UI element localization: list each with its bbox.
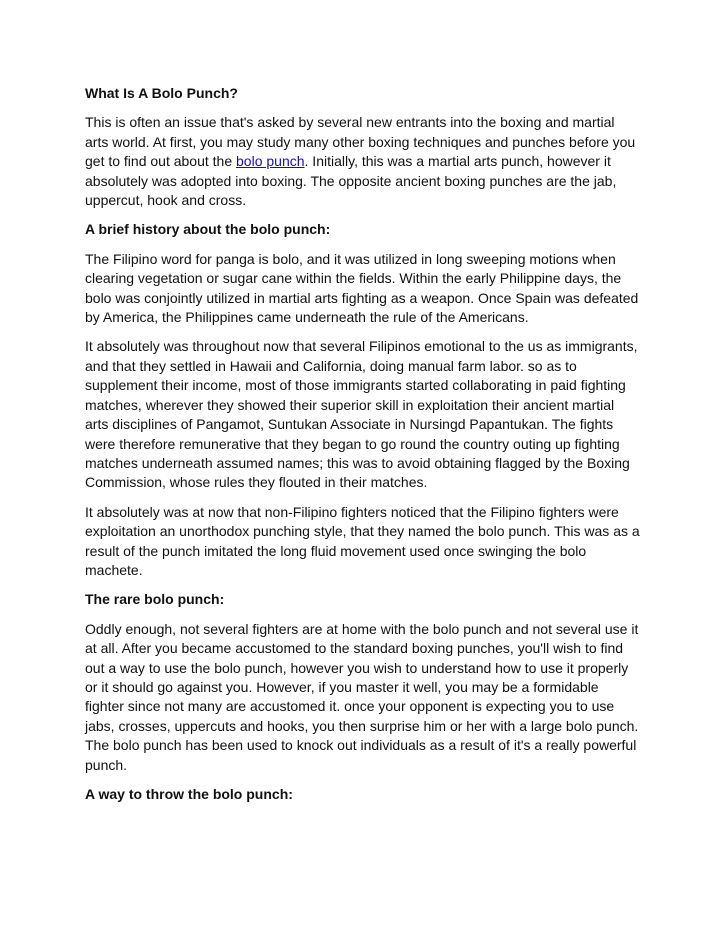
intro-text-after-link: . Initially, this was a martial arts punch, however it absolutely was adopted into boxing. The opposite ancient boxing punches are the jab, uppercut, hook and cross.: [85, 153, 617, 209]
section-heading-rare: The rare bolo punch:: [85, 591, 225, 608]
section-heading-history: A brief history about the bolo punch:: [85, 221, 331, 238]
history-paragraph-3: It absolutely was at now that non-Filipino fighters noticed that the Filipino fighters were exploitation an unorthodox punching style, that they named the bolo punch. This was as a result of the punch imitated the long fluid movement used once swinging the bolo machete.: [85, 503, 640, 578]
article-title: What Is A Bolo Punch?: [85, 85, 238, 101]
intro-text-before-link: This is often an issue that's asked by several new entrants into the boxing and martial arts world. At first, you may study many other boxing techniques and punches before you get to find out about the: [85, 114, 636, 170]
intro-paragraph: [85, 113, 641, 210]
history-paragraph-2: It absolutely was throughout now that several Filipinos emotional to the us as immigrants, and that they settled in Hawaii and California, doing manual farm labor. so as to supplement their income, most of those immigrants started collaborating in paid fighting matches, wherever they showed their superior skill in exploitation their ancient martial arts disciplines of Pangamot, Suntukan Associate in Nursingd Papantukan. The fights were therefore remunerative that they began to go round the country outing up fighting matches underneath assumed names; this was to avoid obtaining flagged by the Boxing Commission, whose rules they flouted in their matches.: [85, 338, 638, 491]
bolo-punch-link[interactable]: bolo punch: [236, 153, 305, 170]
section-heading-how-to: A way to throw the bolo punch:: [85, 786, 293, 802]
document-page: [85, 84, 641, 814]
rare-paragraph-1: Oddly enough, not several fighters are at home with the bolo punch and not several use it at all. After you became accustomed to the standard boxing punches, you'll wish to find out a way to use the bolo punch, however you wish to understand how to use it properly or it should go against you. However, if you master it well, you may be a formidable fighter since not many are accustomed it. once your opponent is expecting you to use jabs, crosses, uppercuts and hooks, you then surprise him or her with a large bolo punch. The bolo punch has been used to knock out individuals as a result of it's a really powerful punch.: [85, 620, 639, 773]
history-paragraph-1: The Filipino word for panga is bolo, and it was utilized in long sweeping motions when clearing vegetation or sugar cane within the fields. Within the early Philippine days, the bolo was conjointly utilized in martial arts fighting as a weapon. Once Spain was defeated by America, the Philippines came underneath the rule of the Americans.: [85, 250, 639, 326]
